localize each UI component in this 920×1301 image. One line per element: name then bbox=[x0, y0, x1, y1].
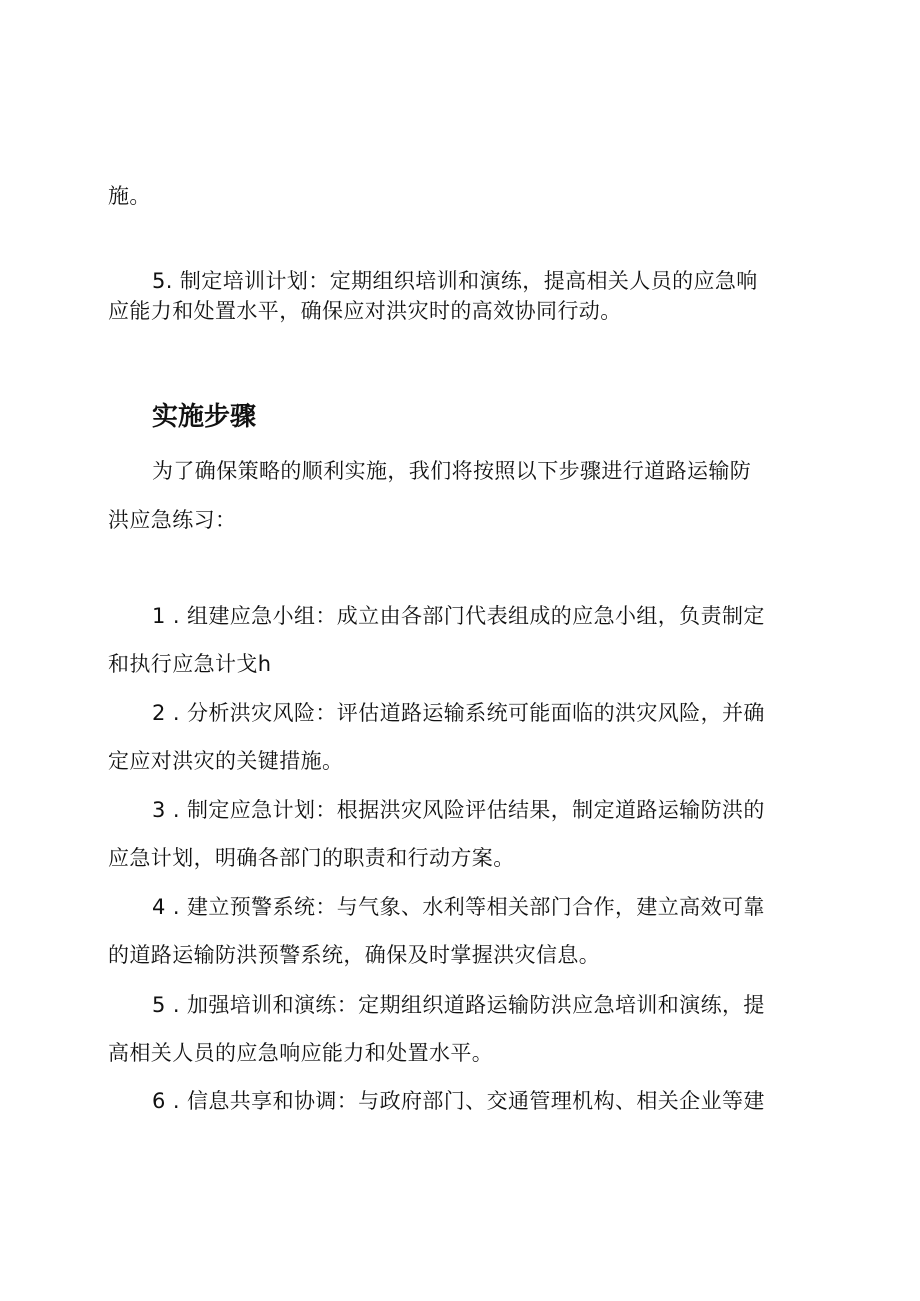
step-4-line-1: 4 . 建立预警系统：与气象、水利等相关部门合作，建立高效可靠 bbox=[152, 895, 765, 919]
step-1-line-1: 1 . 组建应急小组：成立由各部门代表组成的应急小组，负责制定 bbox=[152, 604, 765, 628]
step-5-line-2: 高相关人员的应急响应能力和处置水平。 bbox=[108, 1041, 494, 1065]
intro-line-2: 洪应急练习： bbox=[108, 508, 237, 532]
step-3-line-1: 3 . 制定应急计划：根据洪灾风险评估结果，制定道路运输防洪的 bbox=[152, 798, 765, 822]
step-4-line-2: 的道路运输防洪预警系统，确保及时掌握洪灾信息。 bbox=[108, 943, 601, 967]
step-1-line-2: 和执行应急计戈h bbox=[108, 652, 272, 676]
intro-line-1: 为了确保策略的顺利实施，我们将按照以下步骤进行道路运输防 bbox=[152, 459, 752, 483]
step-2-line-1: 2 . 分析洪灾风险：评估道路运输系统可能面临的洪灾风险，并确 bbox=[152, 701, 765, 725]
item-5-line-2: 应能力和处置水平，确保应对洪灾时的高效协同行动。 bbox=[108, 299, 622, 323]
step-2-line-2: 定应对洪灾的关键措施。 bbox=[108, 749, 344, 773]
step-5-line-1: 5 . 加强培训和演练：定期组织道路运输防洪应急培训和演练，提 bbox=[152, 993, 765, 1017]
section-heading: 实施步骤 bbox=[152, 402, 257, 432]
step-6-line-1: 6 . 信息共享和协调：与政府部门、交通管理机构、相关企业等建 bbox=[152, 1089, 765, 1113]
step-3-line-2: 应急计划，明确各部门的职责和行动方案。 bbox=[108, 846, 515, 870]
item-5-line-1: 5. 制定培训计划：定期组织培训和演练，提高相关人员的应急响 bbox=[152, 269, 758, 293]
paragraph-continuation: 施。 bbox=[108, 184, 151, 208]
